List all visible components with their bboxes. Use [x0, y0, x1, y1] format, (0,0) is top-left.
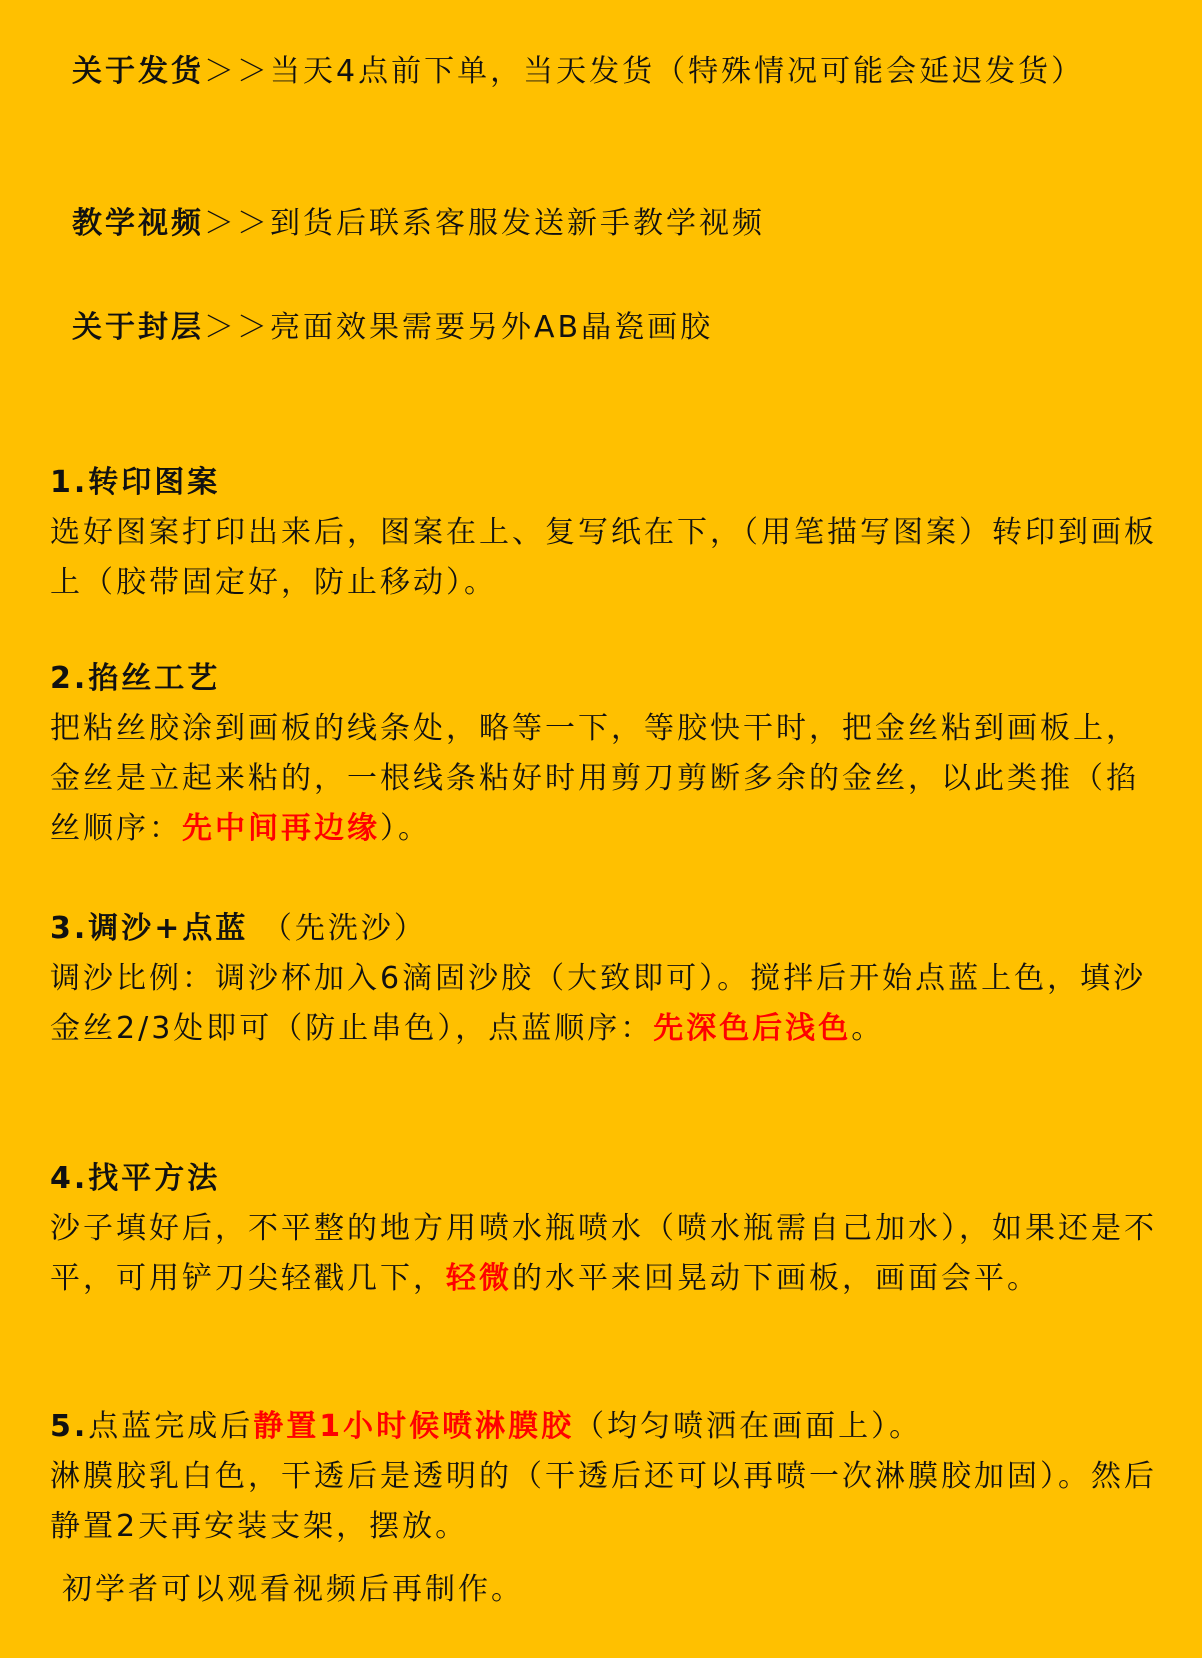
step-wire-craft: [50, 654, 1160, 854]
step-4-highlight: 轻微: [446, 1261, 512, 1296]
notice-shipping-arrow: ＞＞: [204, 54, 270, 89]
step-3-title-row: [50, 904, 1160, 954]
step-3-highlight: 先深色后浅色: [653, 1011, 852, 1046]
notice-coating-text: 亮面效果需要另外AB晶瓷画胶: [270, 310, 714, 345]
step-spray-film: [50, 1402, 1160, 1552]
step-4-body: [50, 1204, 1160, 1304]
step-leveling-method: [50, 1154, 1160, 1304]
notice-video-label: 教学视频: [72, 206, 204, 241]
notice-coating-arrow: ＞＞: [204, 310, 270, 345]
step-4-title: 4.找平方法: [50, 1161, 221, 1196]
step-1-body: 选好图案打印出来后，图案在上、复写纸在下，（用笔描写图案）转印到画板上（胶带固定好，防止移动）。: [50, 515, 1157, 600]
step-3-title-note: （先洗沙）: [261, 911, 427, 946]
notice-shipping-label: 关于发货: [72, 54, 204, 89]
step-5-number: 5.: [50, 1409, 89, 1444]
notice-coating-label: 关于封层: [72, 310, 204, 345]
step-5-title-end: （均匀喷洒在画面上）。: [574, 1409, 923, 1444]
step-2-body: [50, 704, 1160, 854]
step-3-body: [50, 954, 1160, 1054]
step-sand-and-blue: [50, 904, 1160, 1054]
notice-video-arrow: ＞＞: [204, 206, 270, 241]
notice-shipping-text: 当天4点前下单，当天发货（特殊情况可能会延迟发货）: [270, 54, 1085, 89]
notice-video-text: 到货后联系客服发送新手教学视频: [270, 206, 765, 241]
step-5-highlight: 静置1小时候喷淋膜胶: [253, 1409, 575, 1444]
step-2-highlight: 先中间再边缘: [182, 811, 380, 846]
step-3-body-end: 。: [851, 1011, 885, 1046]
step-4-body-end: 的水平来回晃动下画板，画面会平。: [512, 1261, 1040, 1296]
step-2-title: 2.掐丝工艺: [50, 661, 221, 696]
step-5-title-row: [50, 1402, 1160, 1452]
step-1-title: 1.转印图案: [50, 465, 221, 500]
step-4-body-text: 沙子填好后，不平整的地方用喷水瓶喷水（喷水瓶需自己加水），如果还是不平，可用铲刀尖轻戳几下，: [50, 1211, 1157, 1296]
step-5-body: 淋膜胶乳白色，干透后是透明的（干透后还可以再喷一次淋膜胶加固）。然后静置2天再安装支架，摆放。: [50, 1459, 1157, 1544]
step-3-title: 3.调沙+点蓝: [50, 911, 249, 946]
notice-video: [72, 200, 765, 248]
notice-shipping: [72, 48, 1112, 96]
step-2-body-end: ）。: [380, 811, 431, 846]
step-5-title: 点蓝完成后: [88, 1409, 254, 1444]
step-2-body-text: 把粘丝胶涂到画板的线条处，略等一下，等胶快干时，把金丝粘到画板上，金丝是立起来粘的，一根线条粘好时用剪刀剪断多余的金丝，以此类推（掐丝顺序：: [50, 711, 1139, 846]
beginner-note: 初学者可以观看视频后再制作。: [62, 1572, 524, 1607]
step-3-body-text: 调沙比例：调沙杯加入6滴固沙胶（大致即可）。搅拌后开始点蓝上色，填沙金丝2/3处即可（防止串色），点蓝顺序：: [50, 961, 1147, 1046]
notice-coating: [72, 304, 713, 352]
step-transfer-pattern: [50, 458, 1160, 608]
